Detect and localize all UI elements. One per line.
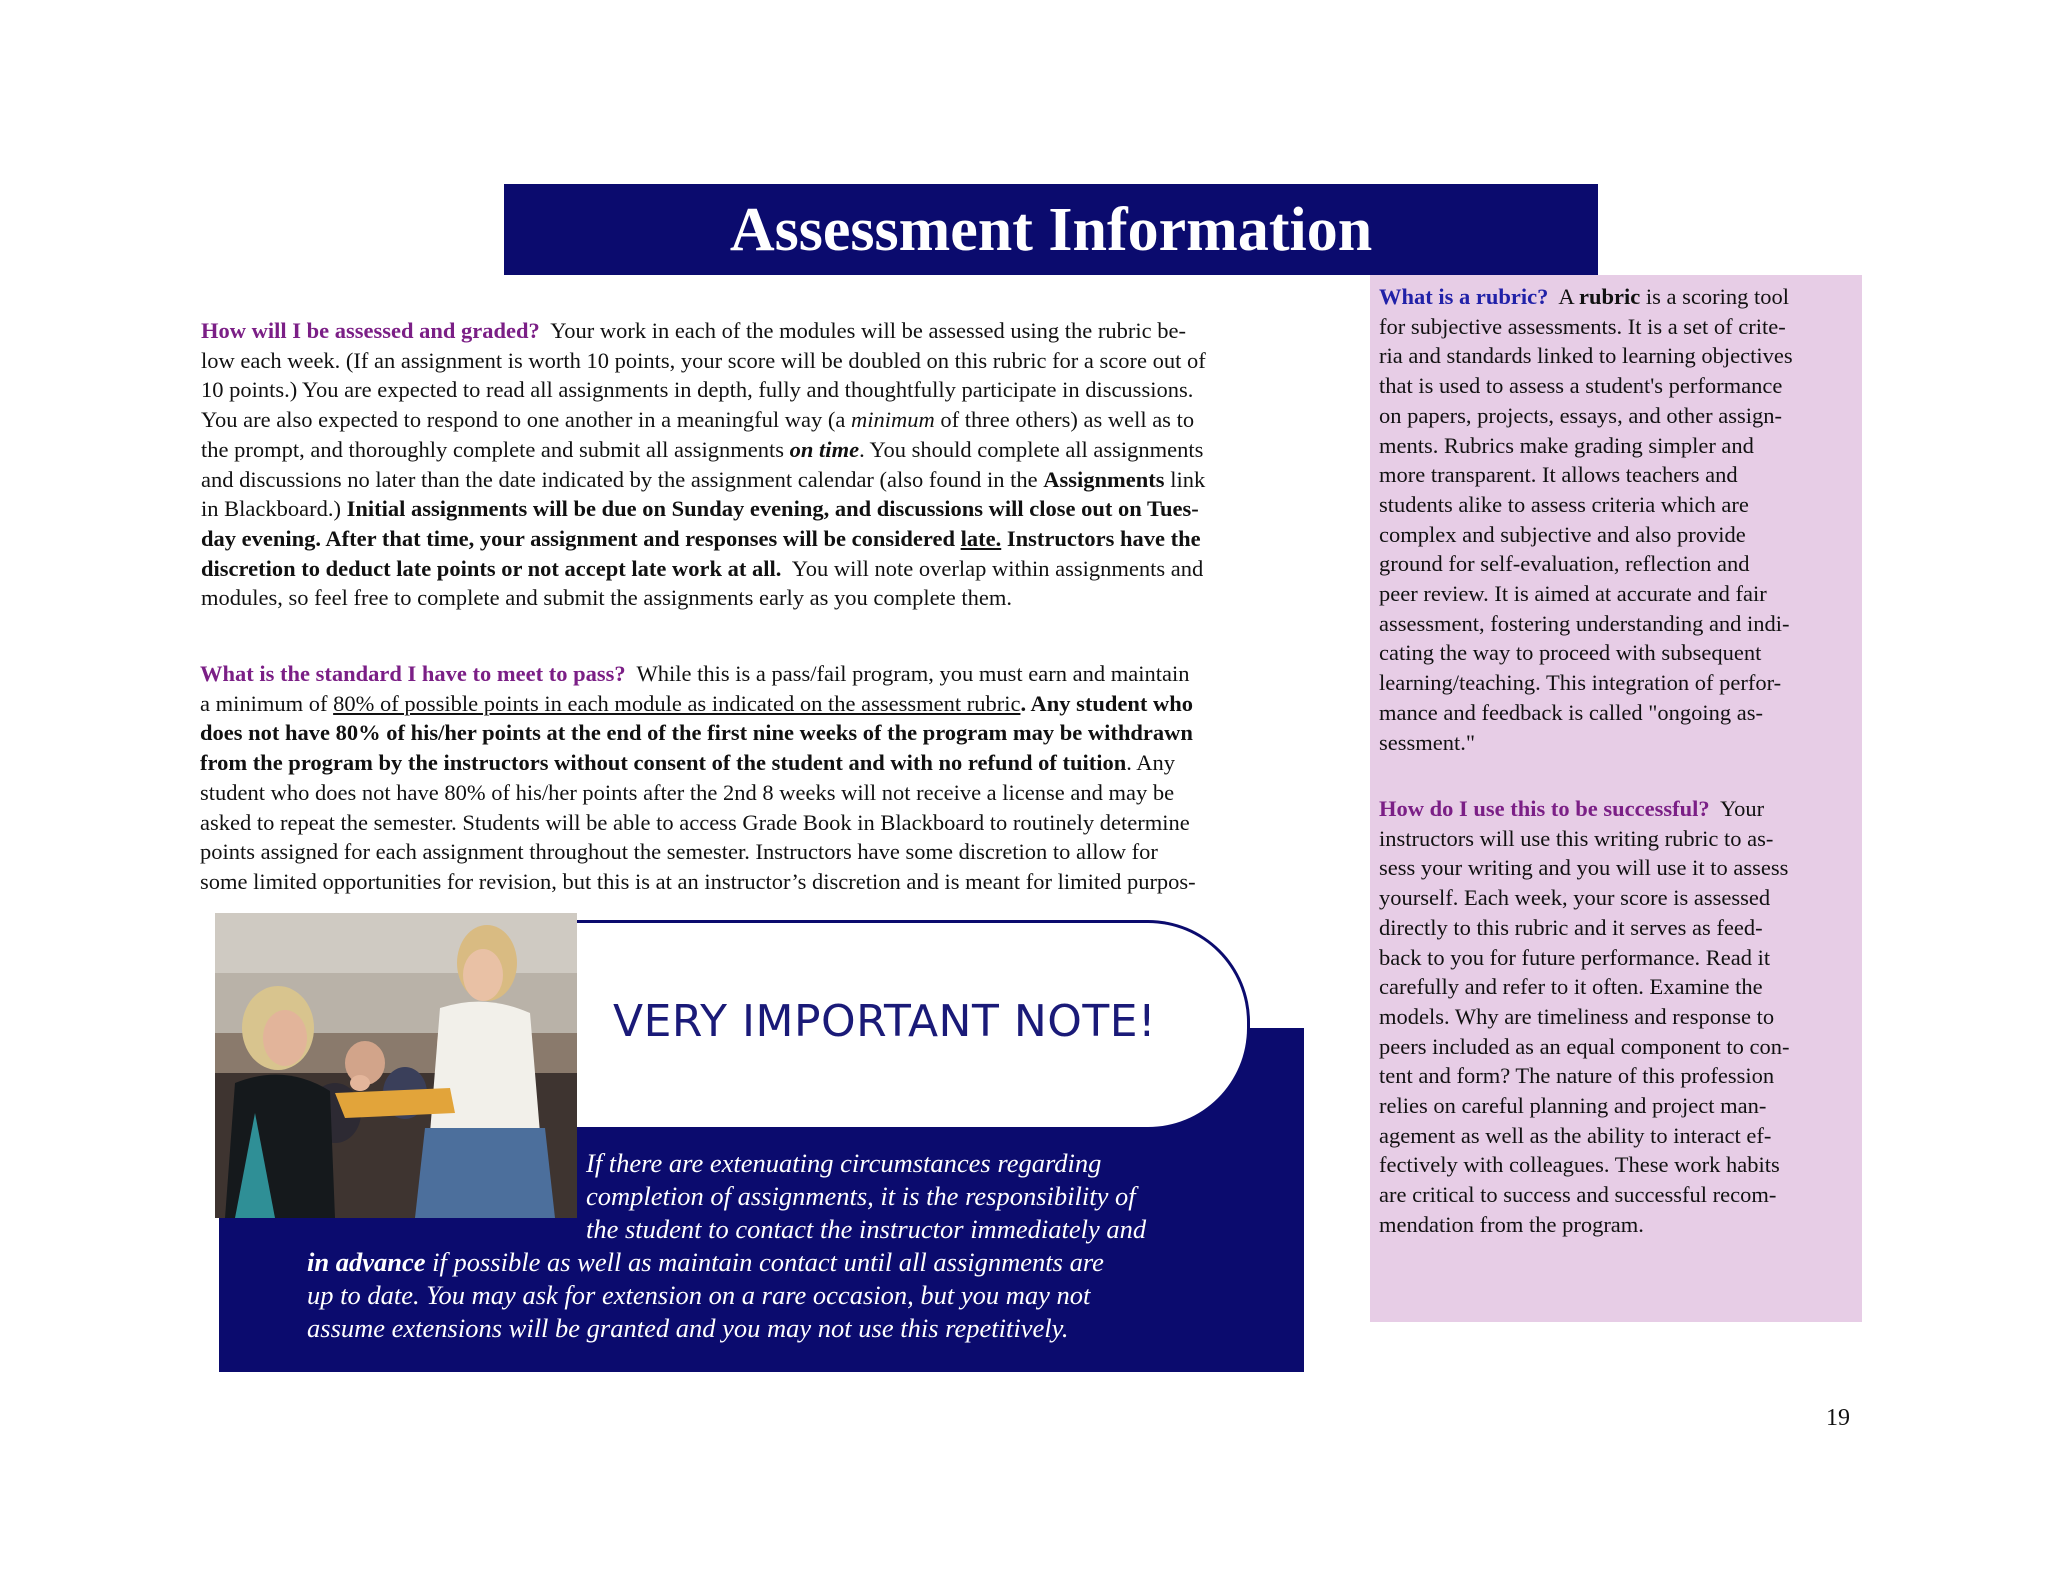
emphasis-text: Initial assignments will be due on Sunday evening, and discussions will close out on Tues- (346, 496, 1199, 522)
body-text: mance and feedback is called "ongoing as- (1379, 699, 1764, 725)
body-text: sess your writing and you will use it to assess (1379, 855, 1789, 881)
body-text: back to you for future performance. Read it (1379, 944, 1771, 970)
note-text (307, 1246, 1104, 1279)
emphasis-text: from the program by the instructors without consent of the student and with no refund of tuition (200, 750, 1127, 776)
emphasis-text: does not have 80% of his/her points at the end of the first nine weeks of the program may be withdrawn (200, 720, 1193, 746)
body-text: more transparent. It allows teachers and (1379, 462, 1738, 488)
body-text: modules, so feel free to complete and submit the assignments early as you complete them. (201, 585, 1013, 611)
emphasis-text: day evening. After that time, your assignment and responses will be considered (201, 525, 955, 551)
emphasis-text: late. (960, 525, 1002, 551)
body-text: peer review. It is aimed at accurate and fair (1379, 581, 1767, 607)
body-text: a minimum of (200, 690, 328, 716)
body-text: ria and standards linked to learning objectives (1379, 343, 1793, 369)
body-text: on papers, projects, essays, and other assign- (1379, 402, 1783, 428)
standard-question: What is the standard I have to meet to pass? (200, 661, 626, 686)
body-text: are critical to success and successful recom- (1379, 1182, 1777, 1208)
emphasis-text: minimum (851, 407, 935, 433)
photo-illustration (215, 913, 577, 1218)
body-text: sessment." (1379, 729, 1476, 755)
body-text: . Any (1126, 750, 1176, 776)
body-text: While this is a pass/fail program, you must earn and maintain (636, 661, 1190, 686)
page-title: Assessment Information (729, 196, 1373, 264)
body-text: asked to repeat the semester. Students will be able to access Grade Book in Blackboard to routinely determine (200, 809, 1190, 835)
body-text: the prompt, and thoroughly complete and submit all assignments (201, 436, 785, 462)
body-text: instructors will use this writing rubric to as- (1379, 825, 1774, 851)
body-text: ments. Rubrics make grading simpler and (1379, 432, 1754, 458)
body-text: learning/teaching. This integration of perfor- (1379, 670, 1782, 696)
note-emphasis: in advance (307, 1247, 426, 1277)
emphasis-text: . Any student who (1020, 690, 1194, 716)
emphasis-text: 80% of possible points in each module as indicated on the assessment rubric (333, 690, 1021, 716)
body-text: You will note overlap within assignments and (791, 555, 1204, 581)
body-text: carefully and refer to it often. Examine the (1379, 974, 1763, 1000)
body-text: peers included as an equal component to con- (1379, 1033, 1790, 1059)
body-text: models. Why are timeliness and response to (1379, 1003, 1775, 1029)
rubric-explanation (1379, 282, 1859, 757)
title-band (504, 184, 1598, 275)
note-heading: VERY IMPORTANT NOTE! (613, 996, 1157, 1047)
standard-section (200, 659, 1365, 897)
body-text: students alike to assess criteria which are (1379, 491, 1749, 517)
body-text: relies on careful planning and project man- (1379, 1093, 1767, 1119)
body-text: yourself. Each week, your score is assessed (1379, 885, 1771, 911)
body-text: points assigned for each assignment throughout the semester. Instructors have some discretion to allow for (200, 839, 1158, 865)
body-text: Your work in each of the modules will be assessed using the rubric be- (550, 318, 1186, 343)
assessment-question: How will I be assessed and graded? (201, 318, 540, 343)
note-text: up to date. You may ask for extension on a rare occasion, but you may not (307, 1280, 1091, 1310)
body-text: agement as well as the ability to interact ef- (1379, 1122, 1772, 1148)
body-text: for subjective assessments. It is a set of crite- (1379, 313, 1786, 339)
emphasis-text: rubric (1579, 284, 1641, 309)
body-text: fectively with colleagues. These work habits (1379, 1152, 1780, 1178)
body-text: A (1558, 284, 1574, 309)
body-text: student who does not have 80% of his/her points after the 2nd 8 weeks will not receive a license and may be (200, 779, 1175, 805)
body-text: mendation from the program. (1379, 1211, 1644, 1237)
body-text: is a scoring tool (1645, 284, 1790, 309)
note-text: the student to contact the instructor immediately and (586, 1214, 1147, 1244)
award-ceremony-photo (215, 913, 577, 1218)
body-text: tent and form? The nature of this profession (1379, 1063, 1775, 1089)
body-text: and discussions no later than the date indicated by the assignment calendar (also found in the (201, 466, 1038, 492)
rubric-question: What is a rubric? (1379, 284, 1549, 309)
page-number: 19 (1826, 1405, 1850, 1431)
body-text: in Blackboard.) (201, 496, 341, 522)
body-text: ground for self-evaluation, reflection and (1379, 551, 1750, 577)
body-text: some limited opportunities for revision, but this is at an instructor’s discretion and is meant for limited purpos- (200, 868, 1196, 894)
emphasis-text: Assignments (1043, 466, 1165, 492)
assessment-section (201, 316, 1366, 613)
emphasis-text: discretion to deduct late points or not accept late work at all. (201, 555, 782, 581)
body-text: Your (1720, 796, 1765, 821)
body-text: cating the way to proceed with subsequent (1379, 640, 1762, 666)
note-text: completion of assignments, it is the responsibility of (586, 1181, 1136, 1211)
body-text: low each week. (If an assignment is worth 10 points, your score will be doubled on this rubric for a score out of (201, 347, 1206, 373)
body-text: assessment, fostering understanding and indi- (1379, 610, 1790, 636)
body-text: link (1170, 466, 1206, 492)
note-text: if possible as well as maintain contact until all assignments are (432, 1247, 1104, 1277)
body-text: of three others) as well as to (940, 407, 1195, 433)
body-text: directly to this rubric and it serves as feed- (1379, 914, 1763, 940)
success-question: How do I use this to be successful? (1379, 796, 1710, 821)
body-text: . You should complete all assignments (859, 436, 1204, 462)
body-text: 10 points.) You are expected to read all assignments in depth, fully and thoughtfully participate in discussions. (201, 377, 1194, 403)
note-text: If there are extenuating circumstances regarding (586, 1148, 1102, 1178)
body-text: You are also expected to respond to one another in a meaningful way (a (201, 407, 846, 433)
emphasis-text: Instructors have the (1006, 525, 1201, 551)
emphasis-text: on time (789, 436, 860, 462)
body-text: complex and subjective and also provide (1379, 521, 1746, 547)
note-text: assume extensions will be granted and you may not use this repetitively. (307, 1313, 1069, 1343)
body-text: that is used to assess a student's performance (1379, 373, 1783, 399)
rubric-sidebar (1370, 275, 1862, 1322)
success-explanation (1379, 794, 1859, 1240)
